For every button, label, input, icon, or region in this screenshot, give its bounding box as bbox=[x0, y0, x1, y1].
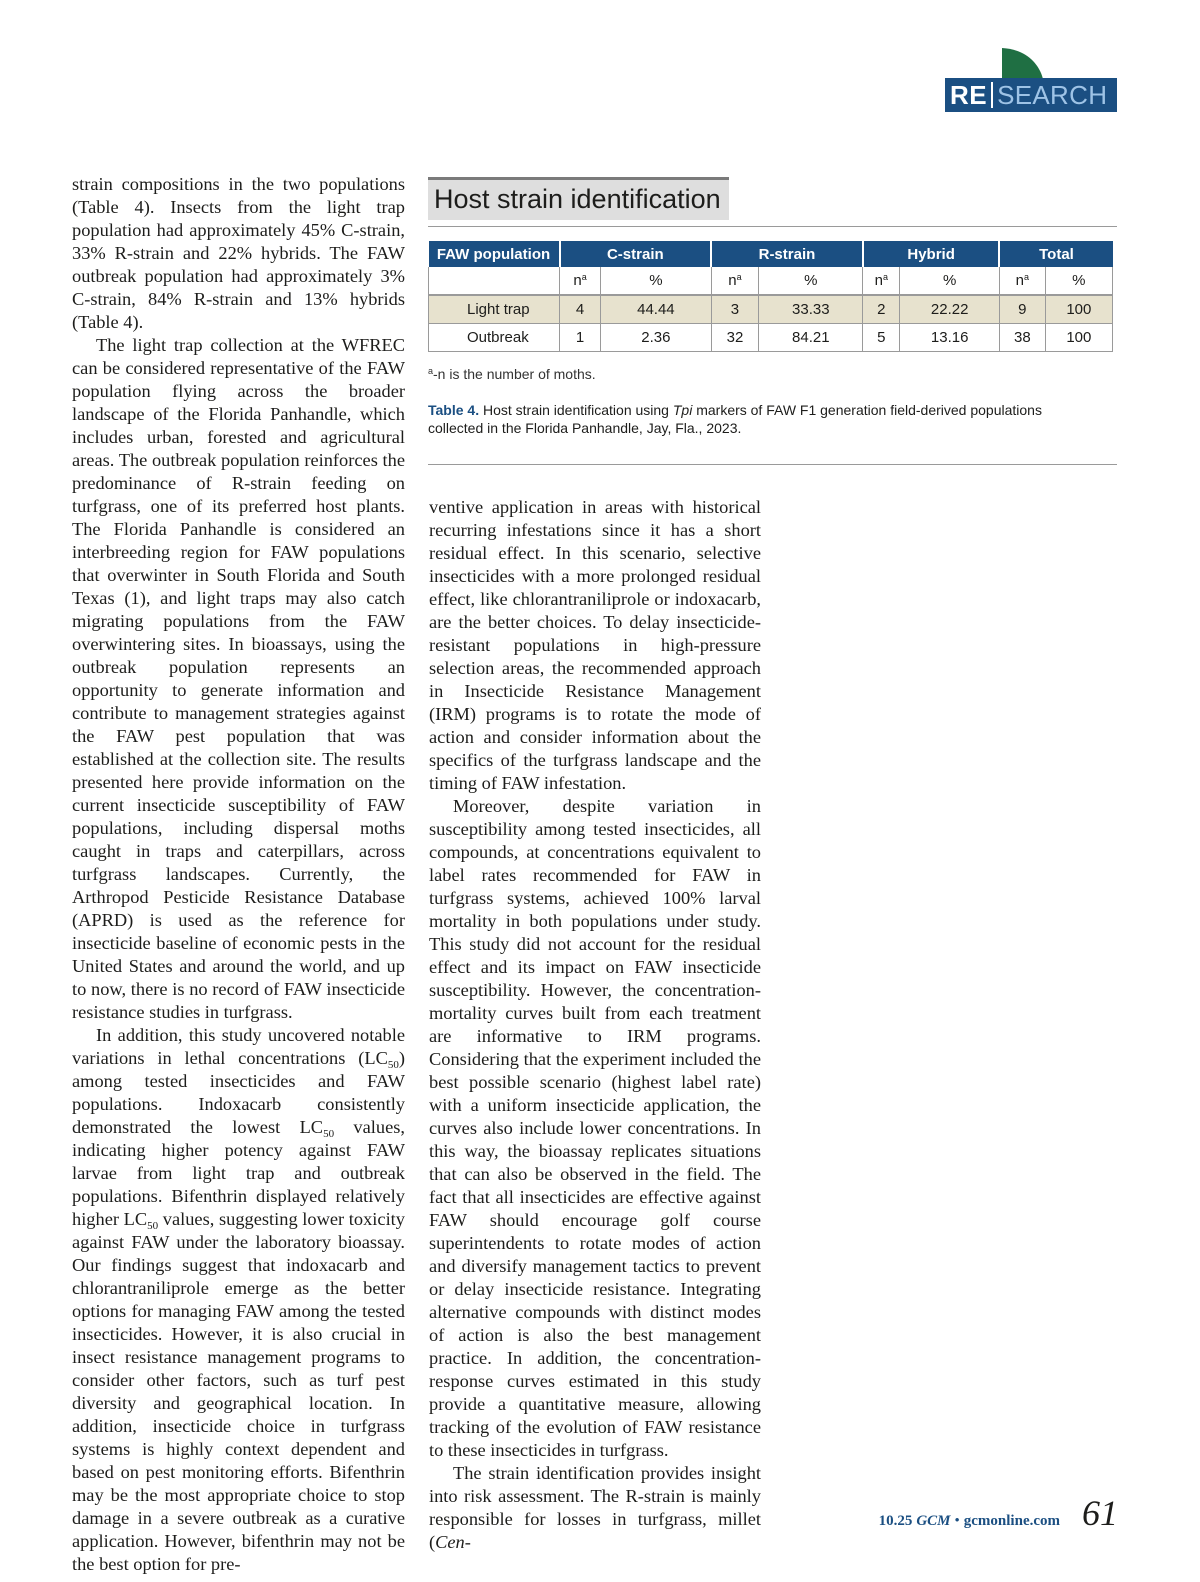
paragraph: ventive application in areas with historical recurring infestations since it has a short residual effect. In this scenario, selective insecticides with a more prolonged residual effect, like chlorantraniliprole or indoxacarb, are the better choices. To delay insecticide-resistant populations in high-pressure selection areas, the recommended approach in Insecticide Resistance Management (IRM) programs is to rotate the mode of action and consider information about the specifics of the turfgrass landscape and the timing of FAW infestation. bbox=[429, 497, 761, 793]
table-footnote bbox=[428, 366, 1117, 382]
table-cell: 44.44 bbox=[601, 295, 712, 324]
table-cell bbox=[999, 267, 1045, 295]
table-header-row bbox=[429, 241, 1113, 267]
unit-n: n bbox=[1015, 272, 1024, 289]
table-cell: 2.36 bbox=[601, 324, 712, 352]
unit-n: n bbox=[573, 272, 582, 289]
paragraph bbox=[72, 1024, 405, 1576]
table-cell: 1 bbox=[560, 324, 601, 352]
caption-text: Host strain identification using bbox=[479, 402, 673, 418]
table-cell: % bbox=[900, 267, 1000, 295]
footnote-text: -n is the number of moths. bbox=[433, 366, 596, 382]
paragraph: Moreover, despite variation in susceptibility among tested insecticides, all compounds, at concentrations equivalent to label rates recommended for FAW in turfgrass systems, achieved 100% larval mortality in both populations under study. This study did not account for the residual effect and its impact on FAW insecticide susceptibility. However, the concentration-mortality curves built from each treatment are informative to IRM programs. Considering that the experiment included the best possible scenario (highest label rate) with a uniform insecticide application, the curves also include lower concentrations. In this way, the bioassay replicates situations that can also be observed in the field. The fact that all insecticides are effective against FAW should encourage golf course superintendents to rotate modes of action and diversify management tactics to prevent or delay insecticide resistance. Integrating alternative compounds with distinct modes of action is also the best management practice. In addition, the concentration-response curves estimated in this study provide a quantitative measure, allowing tracking of the evolution of FAW resistance to these insecticides in turfgrass. bbox=[429, 796, 761, 1460]
logo-re-text: RE bbox=[950, 79, 988, 110]
text-run: In addition, this study uncovered notable variations in lethal concentrations (LC bbox=[72, 1025, 405, 1068]
table-cell bbox=[711, 267, 759, 295]
table-cell: 3 bbox=[711, 295, 759, 324]
table-cell: Light trap bbox=[429, 295, 560, 324]
footer-website[interactable]: gcmonline.com bbox=[963, 1513, 1060, 1529]
table-cell: 22.22 bbox=[900, 295, 1000, 324]
paragraph: The light trap collection at the WFREC can be considered representative of the FAW population flying across the broader landscape of the Florida Panhandle, which includes urban, forested and agricultural areas. The outbreak population reinforces the predominance of R-strain feeding on turfgrass, one of its preferred host plants. The Florida Panhandle is considered an interbreeding region for FAW populations that overwinter in South Florida and South Texas (1), and light traps may also catch migrating populations from the FAW overwintering sites. In bioassays, using the outbreak population represents an opportunity to generate information and contribute to management strategies against the FAW pest population that was established at the collection site. The results presented here provide information on the current insecticide susceptibility of FAW populations, including dispersal moths caught in traps and caterpillars, across turfgrass landscapes. Currently, the Arthropod Pesticide Resistance Database (APRD) is used as the reference for insecticide baseline of economic pests in the United States and around the world, and up to now, there is no record of FAW insecticide resistance studies in turfgrass. bbox=[72, 335, 405, 1022]
page-number: 61 bbox=[1082, 1493, 1118, 1533]
column-header: Total bbox=[999, 241, 1112, 267]
table-title: Host strain identification bbox=[428, 177, 729, 220]
column-header: FAW population bbox=[429, 241, 560, 267]
table-cell: 100 bbox=[1045, 324, 1112, 352]
table-units-row bbox=[429, 267, 1113, 295]
unit-sup: a bbox=[1024, 272, 1030, 282]
table-row bbox=[429, 324, 1113, 352]
article-column-left bbox=[72, 173, 405, 1576]
subscript: 50 bbox=[147, 1220, 159, 1232]
footer-magazine: GCM bbox=[916, 1513, 951, 1529]
text-run: ) among tested insecticides and FAW populations. Indoxacarb consistently demonstrated the lowest LC bbox=[72, 1048, 405, 1137]
table-cell: % bbox=[601, 267, 712, 295]
table-cell: 33.33 bbox=[759, 295, 863, 324]
text-run: values, suggesting lower toxicity against FAW under the laboratory bioassay. Our findings suggest that indoxacarb and chlorantraniliprole emerge as the better options for managing FAW among the tested insecticides. However, it is also crucial in insect resistance management programs to consider other factors, such as turf pest diversity and geographical location. In addition, insecticide choice in turfgrass systems is highly context dependent and based on pest monitoring efforts. Bifenthrin may be the most appropriate choice to stop damage in a severe outbreak as a curative application. However, bifenthrin may not be the best option for pre- bbox=[72, 1209, 405, 1574]
paragraph: strain compositions in the two populations (Table 4). Insects from the light trap population had approximately 45% C-strain, 33% R-strain and 22% hybrids. The FAW outbreak population had approximately 3% C-strain, 84% R-strain and 13% hybrids (Table 4). bbox=[72, 174, 405, 332]
column-header: C-strain bbox=[560, 241, 712, 267]
table-cell: 4 bbox=[560, 295, 601, 324]
footer-issue: 10.25 bbox=[878, 1513, 913, 1529]
research-section-logo bbox=[945, 46, 1117, 112]
table-bottom-rule bbox=[428, 464, 1117, 465]
subscript: 50 bbox=[387, 1059, 399, 1071]
unit-n: n bbox=[728, 272, 737, 289]
table-cell: 9 bbox=[999, 295, 1045, 324]
column-header: Hybrid bbox=[863, 241, 1000, 267]
table-cell: 32 bbox=[711, 324, 759, 352]
footer-separator: • bbox=[954, 1513, 960, 1529]
table-cell: % bbox=[759, 267, 863, 295]
table-cell: 100 bbox=[1045, 295, 1112, 324]
table-cell: 38 bbox=[999, 324, 1045, 352]
unit-sup: a bbox=[581, 272, 587, 282]
column-header: R-strain bbox=[711, 241, 863, 267]
caption-italic: Tpi bbox=[672, 402, 693, 418]
table-cell: 5 bbox=[863, 324, 900, 352]
leaf-icon bbox=[1000, 46, 1045, 80]
table-cell: Outbreak bbox=[429, 324, 560, 352]
table-cell: 2 bbox=[863, 295, 900, 324]
page-footer bbox=[879, 1492, 1118, 1534]
table-4-block bbox=[428, 175, 1117, 437]
subscript: 50 bbox=[323, 1128, 335, 1140]
table-title-bar bbox=[428, 175, 1117, 227]
logo-divider bbox=[991, 82, 993, 108]
table-cell: % bbox=[1045, 267, 1112, 295]
logo-search-text: SEARCH bbox=[997, 79, 1108, 110]
caption-text: markers of FAW F1 generation field-derived populations collected in the Florida Panhandle, Jay, Fla., 2023. bbox=[428, 402, 1042, 436]
table-cell bbox=[560, 267, 601, 295]
table-cell bbox=[429, 267, 560, 295]
table-cell bbox=[863, 267, 900, 295]
italic-run: Cen- bbox=[435, 1532, 471, 1552]
footnote-sup: a bbox=[428, 366, 434, 376]
host-strain-table bbox=[428, 241, 1113, 352]
caption-label: Table 4. bbox=[428, 402, 480, 418]
unit-n: n bbox=[874, 272, 883, 289]
table-caption bbox=[428, 401, 1098, 437]
text-run: The strain identification provides insight into risk assessment. The R-strain is mainly responsible for losses in turfgrass, millet ( bbox=[429, 1463, 761, 1552]
logo-banner bbox=[945, 78, 1117, 112]
table-cell: 84.21 bbox=[759, 324, 863, 352]
article-column-middle bbox=[429, 496, 761, 1554]
table-row bbox=[429, 295, 1113, 324]
unit-sup: a bbox=[882, 272, 888, 282]
paragraph bbox=[429, 1462, 761, 1554]
table-cell: 13.16 bbox=[900, 324, 1000, 352]
text-run: values, indicating higher potency against FAW larvae from light trap and outbreak populations. Bifenthrin displayed relatively higher LC bbox=[72, 1117, 405, 1229]
unit-sup: a bbox=[736, 272, 742, 282]
